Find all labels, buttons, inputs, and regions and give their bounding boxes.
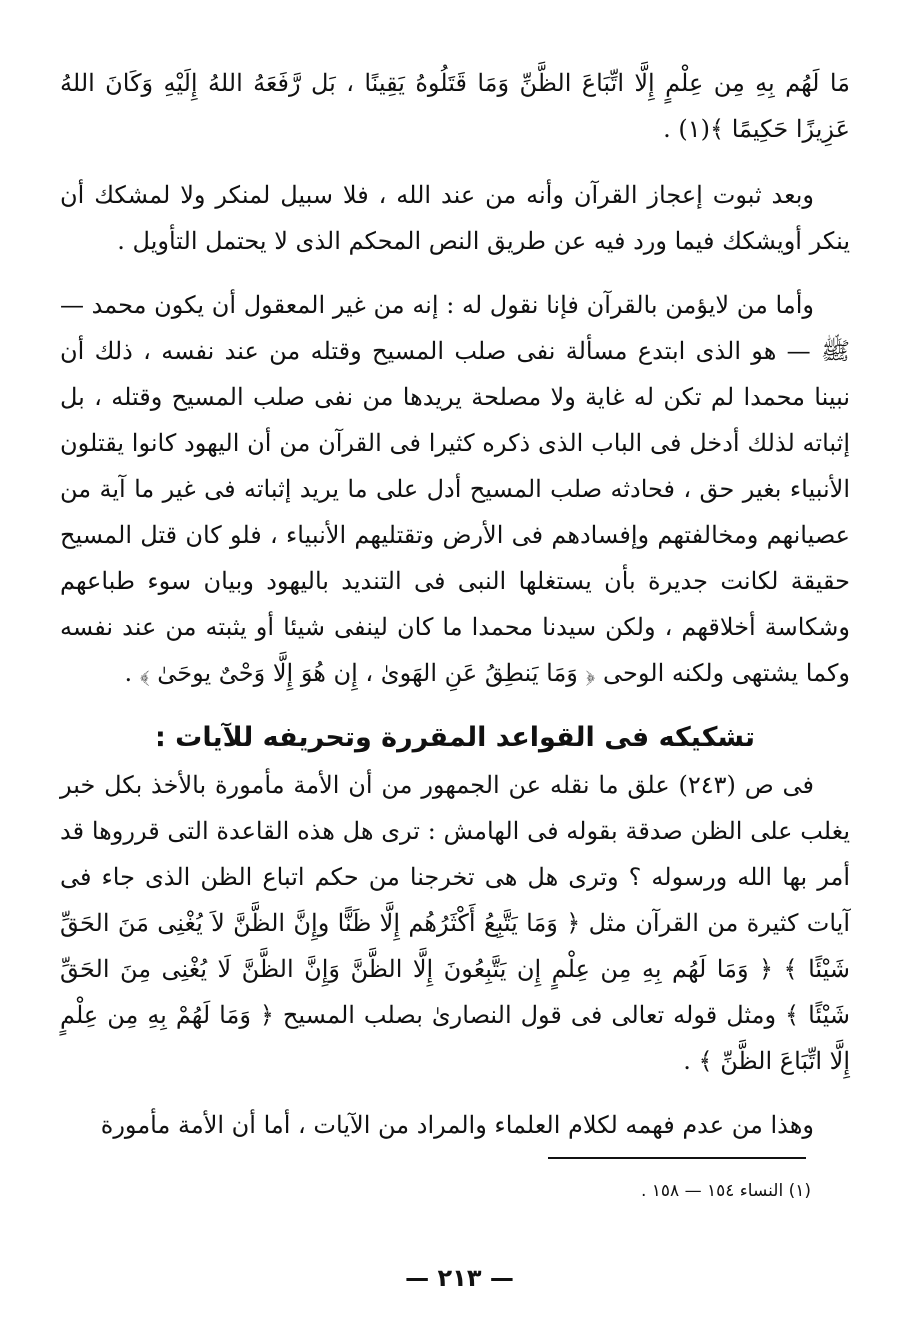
page-number: — ٢١٣ —	[405, 1264, 514, 1292]
paragraph-non-believer-argument: وأما من لايؤمن بالقرآن فإنا نقول له : إنه من غير المعقول أن يكون محمد — ﷺ — هو الذى ابتدع مسألة نفى صلب المسيح وقتله من عند نفسه ، ذلك أن نبينا محمدا لم تكن له غاية ولا مصلحة يريدها من نفى صلب المسيح وقتله ، بل إثباته لذلك أدخل فى الباب الذى ذكره كثيرا فى القرآن من أن اليهود كانوا يقتلون الأنبياء بغير حق ، فحادثه صلب المسيح أدل على ما يريد إثباته فى غير ما آية من عصيانهم ومخالفتهم وإفسادهم فى الأرض وتقتليهم الأنبياء ، فلو كان قتل المسيح حقيقة لكانت جديرة بأن يستغلها النبى فى التنديد باليهود وبيان سوء طباعهم وشكاسة أخلاقهم ، ولكن سيدنا محمدا ما كان لينفى شيئا أو يثبته من عند نفسه وكما يشتهى ولكنه الوحى ﴿ وَمَا يَنطِقُ عَنِ الهَوىٰ ، إِن هُوَ إِلَّا وَحْىٌ يوحَىٰ ﴾ .	[60, 291, 850, 687]
page-body	[60, 60, 850, 1166]
section-heading: تشكيكه فى القواعد المقررة وتحريفه للآيات :	[154, 722, 756, 753]
quran-continuation-paragraph: مَا لَهُم بِهِ مِن عِلْمٍ إِلَّا اتِّبَاعَ الظَّنِّ وَمَا قَتَلُوهُ يَقِينًا ، بَل رَّفَعَهُ اللهُ إِلَيْهِ وَكَانَ اللهُ عَزِيزًا حَكِيمًا ﴾(١) .	[60, 69, 850, 143]
paragraph-rules-doubt: فى ص (٢٤٣) علق ما نقله عن الجمهور من أن الأمة مأمورة بالأخذ بكل خبر يغلب على الظن صدقة بقوله فى الهامش : ترى هل هذه القاعدة التى قرروها قد أمر بها الله ورسوله ؟ وترى هل هى تخرجنا من حكم اتباع الظن الذى جاء فى آيات كثيرة من القرآن مثل ﴿ وَمَا يَتَّبِعُ أَكْثَرُهُم إِلَّا ظَنًّا وإِنَّ الظَّنَّ لاَ يُغْنِى مَنَ الحَقِّ شَيْئًا ﴾ ﴿ وَمَا لَهُم بِهِ مِن عِلْمٍ إِن يَتَّبِعُونَ إِلَّا الظَّنَّ وَإِنَّ الظَّنَّ لَا يُغْنِى مِنَ الحَقِّ شَيْئًا ﴾ ومثل قوله تعالى فى قول النصارىٰ بصلب المسيح ﴿ وَمَا لَهُمْ بِهِ مِن عِلْمٍ إِلَّا اتِّبَاعَ الظَّنِّ ﴾ .	[60, 771, 850, 1075]
paragraph-inimitability: وبعد ثبوت إعجاز القرآن وأنه من عند الله ، فلا سبيل لمنكر ولا لمشكك أن ينكر أويشكك فيما ورد فيه عن طريق النص المحكم الذى لا يحتمل التأويل .	[60, 181, 850, 255]
paragraph-closing-fragment: وهذا من عدم فهمه لكلام العلماء والمراد من الآيات ، أما أن الأمة مأمورة	[100, 1111, 814, 1139]
footnote-divider	[548, 1157, 806, 1159]
footnote: (١) النساء ١٥٤ — ١٥٨ .	[640, 1181, 811, 1201]
